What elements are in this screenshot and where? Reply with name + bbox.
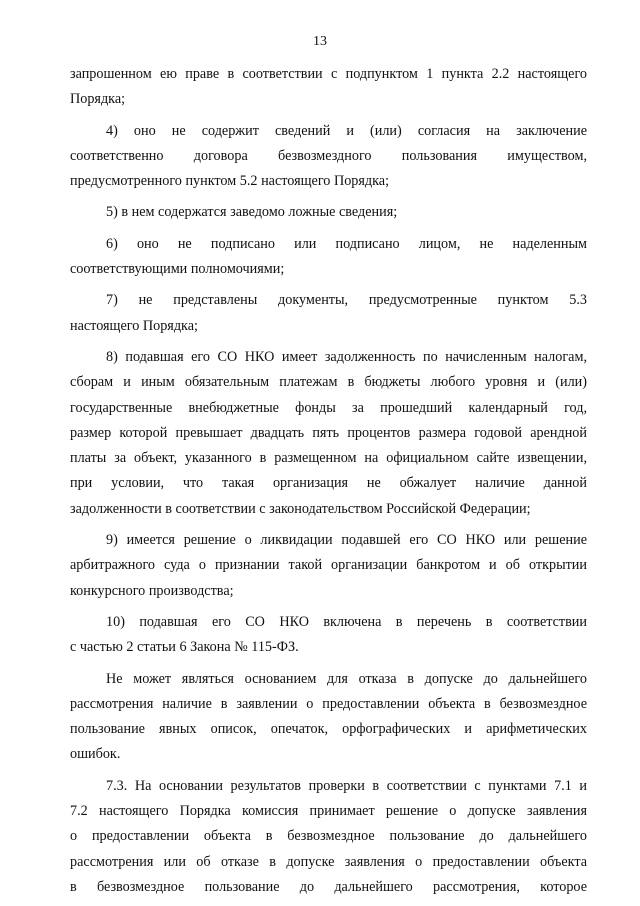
text-line: сборам и иным обязательным платежам в бюджеты любого уровня и (или)	[70, 374, 587, 391]
list-item-6	[70, 232, 587, 283]
text-line: рассмотрения наличие в заявлении о предоставлении объекта в безвозмездное	[70, 695, 587, 712]
paragraph	[70, 62, 587, 113]
list-item-7	[70, 288, 587, 339]
text-line: при условии, что такая организация не обжалует наличие данной	[70, 475, 587, 492]
text-line: 8) подавшая его СО НКО имеет задолженность по начисленным налогам,	[106, 348, 587, 365]
text-line: ошибок.	[70, 746, 121, 763]
list-item-4	[70, 119, 587, 195]
text-line: 9) имеется решение о ликвидации подавшей его СО НКО или решение	[106, 532, 587, 549]
page-number: 13	[313, 34, 327, 49]
text-line: 7.3. На основании результатов проверки в соответствии с пунктами 7.1 и	[106, 777, 587, 794]
text-line: рассмотрения или об отказе в допуске заявления о предоставлении объекта	[70, 853, 587, 870]
text-line: государственные внебюджетные фонды за прошедший календарный год,	[70, 399, 587, 416]
text-line: предусмотренного пунктом 5.2 настоящего Порядка;	[70, 173, 390, 190]
document-body	[70, 62, 587, 906]
text-line: запрошенном ею праве в соответствии с подпунктом 1 пункта 2.2 настоящего	[70, 66, 587, 82]
text-line: соответственно договора безвозмездного пользования имуществом,	[70, 147, 587, 164]
text-line: 10) подавшая его СО НКО включена в перечень в соответствии	[106, 613, 587, 630]
text-line: Не может являться основанием для отказа в допуске до дальнейшего	[106, 670, 587, 687]
text-line: 5) в нем содержатся заведомо ложные сведения;	[106, 204, 398, 221]
list-item-5	[70, 200, 587, 225]
text-line: 7) не представлены документы, предусмотренные пунктом 5.3	[106, 292, 587, 309]
text-line: пользование явных описок, опечаток, орфографических и арифметических	[70, 721, 587, 738]
text-line: в безвозмездное пользование до дальнейшего рассмотрения, которое	[70, 878, 587, 895]
text-line: платы за объект, указанного в размещенном на официальном сайте извещении,	[70, 450, 587, 467]
text-line: арбитражного суда о признании такой организации банкротом и об открытии	[70, 557, 587, 574]
text-line: 4) оно не содержит сведений и (или) согласия на заключение	[106, 122, 587, 139]
text-line: настоящего Порядка;	[70, 317, 198, 334]
text-line: о предоставлении объекта в безвозмездное пользование до дальнейшего	[70, 828, 587, 845]
text-line: Порядка;	[70, 91, 126, 108]
list-item-10	[70, 610, 587, 661]
clause-7-3	[70, 774, 587, 900]
paragraph	[70, 667, 587, 768]
text-line: задолженности в соответствии с законодательством Российской Федерации;	[70, 500, 531, 517]
list-item-8	[70, 345, 587, 522]
text-line: конкурсного производства;	[70, 582, 234, 599]
text-line: 6) оно не подписано или подписано лицом, не наделенным	[106, 235, 587, 252]
text-line: соответствующими полномочиями;	[70, 261, 285, 278]
text-line: с частью 2 статьи 6 Закона № 115-ФЗ.	[70, 639, 299, 656]
text-line: размер которой превышает двадцать пять процентов размера годовой арендной	[70, 424, 587, 441]
list-item-9	[70, 528, 587, 604]
text-line: 7.2 настоящего Порядка комиссия принимает решение о допуске заявления	[70, 803, 587, 820]
